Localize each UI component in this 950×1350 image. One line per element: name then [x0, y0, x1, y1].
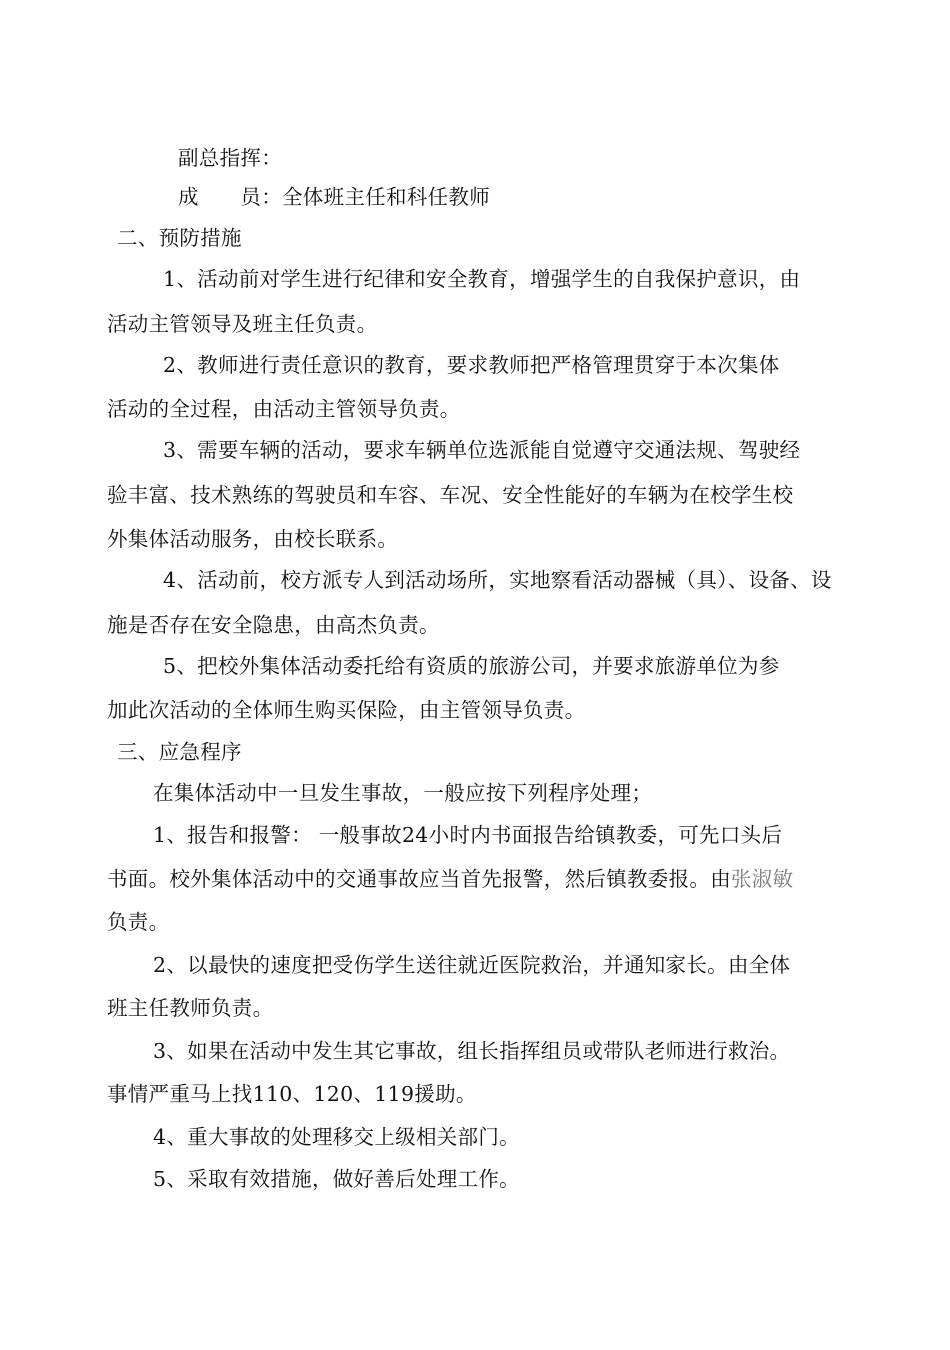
section2-heading: 二、预防措施	[117, 226, 242, 250]
procedure-1-line-2	[107, 864, 793, 894]
deputy-commander-label: 副总指挥：	[178, 146, 282, 170]
procedure-intro: 在集体活动中一旦发生事故，一般应按下列程序处理；	[153, 781, 653, 805]
section3-heading: 三、应急程序	[117, 740, 242, 764]
members-line	[178, 182, 490, 212]
members-value: 全体班主任和科任教师	[282, 185, 490, 209]
procedure-2-line-1: 2、以最快的速度把受伤学生送往就近医院救治，并通知家长。由全体	[153, 953, 791, 977]
measure-1-line-1: 1、活动前对学生进行纪律和安全教育，增强学生的自我保护意识，由	[163, 267, 801, 291]
measure-4-line-1: 4、活动前，校方派专人到活动场所，实地察看活动器械（具）、设备、设	[163, 568, 832, 592]
procedure-5: 5、采取有效措施，做好善后处理工作。	[153, 1167, 520, 1191]
measure-2-line-2: 活动的全过程，由活动主管领导负责。	[107, 397, 461, 421]
procedure-3-line-1: 3、如果在活动中发生其它事故，组长指挥组员或带队老师进行救治。	[153, 1039, 791, 1063]
members-label: 成 员：	[178, 185, 282, 209]
measure-3-line-2: 验丰富、技术熟练的驾驶员和车容、车况、安全性能好的车辆为在校学生校	[107, 483, 794, 507]
measure-1-line-2: 活动主管领导及班主任负责。	[107, 312, 378, 336]
measure-3-line-3: 外集体活动服务，由校长联系。	[107, 527, 399, 551]
measure-3-line-1: 3、需要车辆的活动，要求车辆单位选派能自觉遵守交通法规、驾驶经	[163, 438, 801, 462]
procedure-1-line-2-text: 书面。校外集体活动中的交通事故应当首先报警，然后镇教委报。由	[107, 867, 731, 891]
responsible-person-name: 张淑敏	[731, 867, 794, 891]
procedure-1-line-1: 1、报告和报警： 一般事故24小时内书面报告给镇教委，可先口头后	[153, 823, 783, 847]
procedure-4: 4、重大事故的处理移交上级相关部门。	[153, 1125, 520, 1149]
procedure-2-line-2: 班主任教师负责。	[107, 996, 274, 1020]
procedure-3-line-2: 事情严重马上找110、120、119援助。	[107, 1082, 477, 1106]
measure-5-line-1: 5、把校外集体活动委托给有资质的旅游公司，并要求旅游单位为参	[163, 654, 780, 678]
measure-2-line-1: 2、教师进行责任意识的教育，要求教师把严格管理贯穿于本次集体	[163, 353, 780, 377]
measure-5-line-2: 加此次活动的全体师生购买保险，由主管领导负责。	[107, 698, 586, 722]
measure-4-line-2: 施是否存在安全隐患，由高杰负责。	[107, 613, 440, 637]
procedure-1-line-3: 负责。	[107, 910, 170, 934]
